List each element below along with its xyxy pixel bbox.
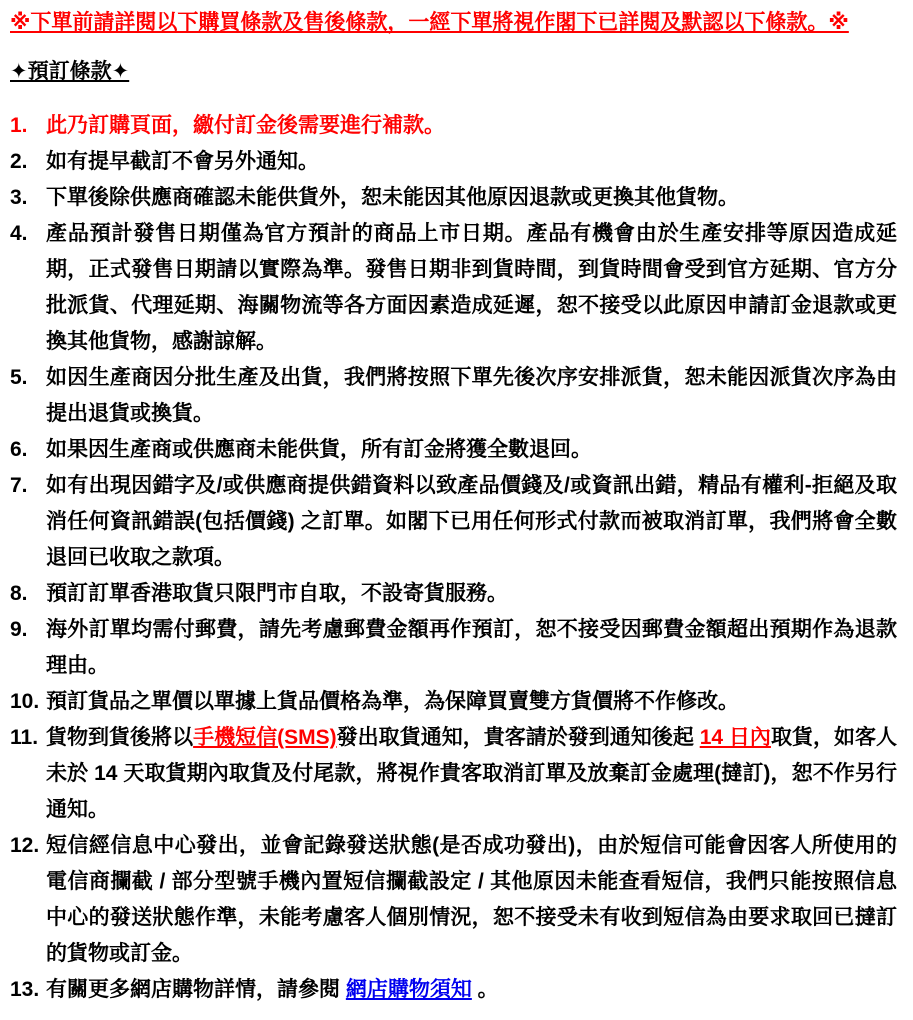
- term-number: 13.: [10, 978, 40, 1001]
- term-text: 下單後除供應商確認未能供貨外，恕未能因其他原因退款或更換其他貨物。: [46, 186, 739, 209]
- term-number: 7.: [10, 474, 28, 497]
- term-item-11: [10, 720, 897, 828]
- emphasis-underline-text: 14 日內: [699, 726, 771, 749]
- term-text: 如有出現因錯字及/或供應商提供錯資料以致產品價錢及/或資訊出錯，精品有權利-拒絕及取消任何資訊錯誤(包括價錢) 之訂單。如閣下已用任何形式付款而被取消訂單，我們將會全數退回已收取之款項。: [46, 474, 897, 569]
- term-item-9: [10, 612, 897, 684]
- term-text: 如有提早截訂不會另外通知。: [46, 150, 319, 173]
- term-text: 海外訂單均需付郵費，請先考慮郵費金額再作預訂，恕不接受因郵費金額超出預期作為退款理由。: [46, 618, 897, 677]
- term-number: 9.: [10, 618, 28, 641]
- term-number: 10.: [10, 690, 40, 713]
- term-text: 此乃訂購頁面，繳付訂金後需要進行補款。: [46, 114, 445, 137]
- term-text: 預訂貨品之單價以單據上貨品價格為準，為保障買賣雙方貨價將不作修改。: [46, 690, 739, 713]
- term-item-1: [10, 108, 897, 144]
- term-text: 如果因生產商或供應商未能供貨，所有訂金將獲全數退回。: [46, 438, 592, 461]
- term-item-8: [10, 576, 897, 612]
- term-text: 如因生產商因分批生產及出貨，我們將按照下單先後次序安排派貨，恕未能因派貨次序為由提出退貨或換貨。: [46, 366, 897, 425]
- term-number: 8.: [10, 582, 28, 605]
- shop-guide-link[interactable]: 網店購物須知: [345, 978, 472, 1001]
- emphasis-underline-text: 手機短信(SMS): [193, 726, 337, 749]
- term-text: 預訂訂單香港取貨只限門市自取，不設寄貨服務。: [46, 582, 508, 605]
- term-number: 5.: [10, 366, 28, 389]
- terms-list: [10, 108, 897, 1008]
- term-number: 2.: [10, 150, 28, 173]
- term-item-3: [10, 180, 897, 216]
- term-item-6: [10, 432, 897, 468]
- term-item-13: [10, 972, 897, 1008]
- term-item-2: [10, 144, 897, 180]
- term-item-12: [10, 828, 897, 972]
- purchase-notice-title: ※下單前請詳閱以下購買條款及售後條款，一經下單將視作閣下已詳閱及默認以下條款。※: [10, 11, 849, 34]
- term-item-4: [10, 216, 897, 360]
- term-item-5: [10, 360, 897, 432]
- term-text: 貨物到貨後將以手機短信(SMS)發出取貨通知，貴客請於發到通知後起 14 日內取貨，如客人未於 14 天取貨期內取貨及付尾款，將視作貴客取消訂單及放棄訂金處理(撻訂)，恕不作另行通知。: [46, 726, 897, 821]
- term-number: 3.: [10, 186, 28, 209]
- term-item-7: [10, 468, 897, 576]
- term-number: 1.: [10, 114, 28, 137]
- term-text: 產品預計發售日期僅為官方預計的商品上市日期。產品有機會由於生產安排等原因造成延期，正式發售日期請以實際為準。發售日期非到貨時間，到貨時間會受到官方延期、官方分批派貨、代理延期、海關物流等各方面因素造成延遲，恕不接受以此原因申請訂金退款或更換其他貨物，感謝諒解。: [46, 222, 897, 353]
- term-number: 4.: [10, 222, 28, 245]
- term-number: 12.: [10, 834, 40, 857]
- term-text: 有關更多網店購物詳情，請參閱 網店購物須知 。: [46, 978, 499, 1001]
- term-text: 短信經信息中心發出，並會記錄發送狀態(是否成功發出)，由於短信可能會因客人所使用的電信商攔截 / 部分型號手機內置短信攔截設定 / 其他原因未能查看短信，我們只能按照信息中心的發送狀態作準，未能考慮客人個別情況，恕不接受未有收到短信為由要求取回已撻訂的貨物或訂金。: [46, 834, 897, 965]
- preorder-terms-section-title: ✦預訂條款✦: [10, 60, 130, 83]
- term-item-10: [10, 684, 897, 720]
- term-number: 6.: [10, 438, 28, 461]
- term-number: 11.: [10, 726, 39, 749]
